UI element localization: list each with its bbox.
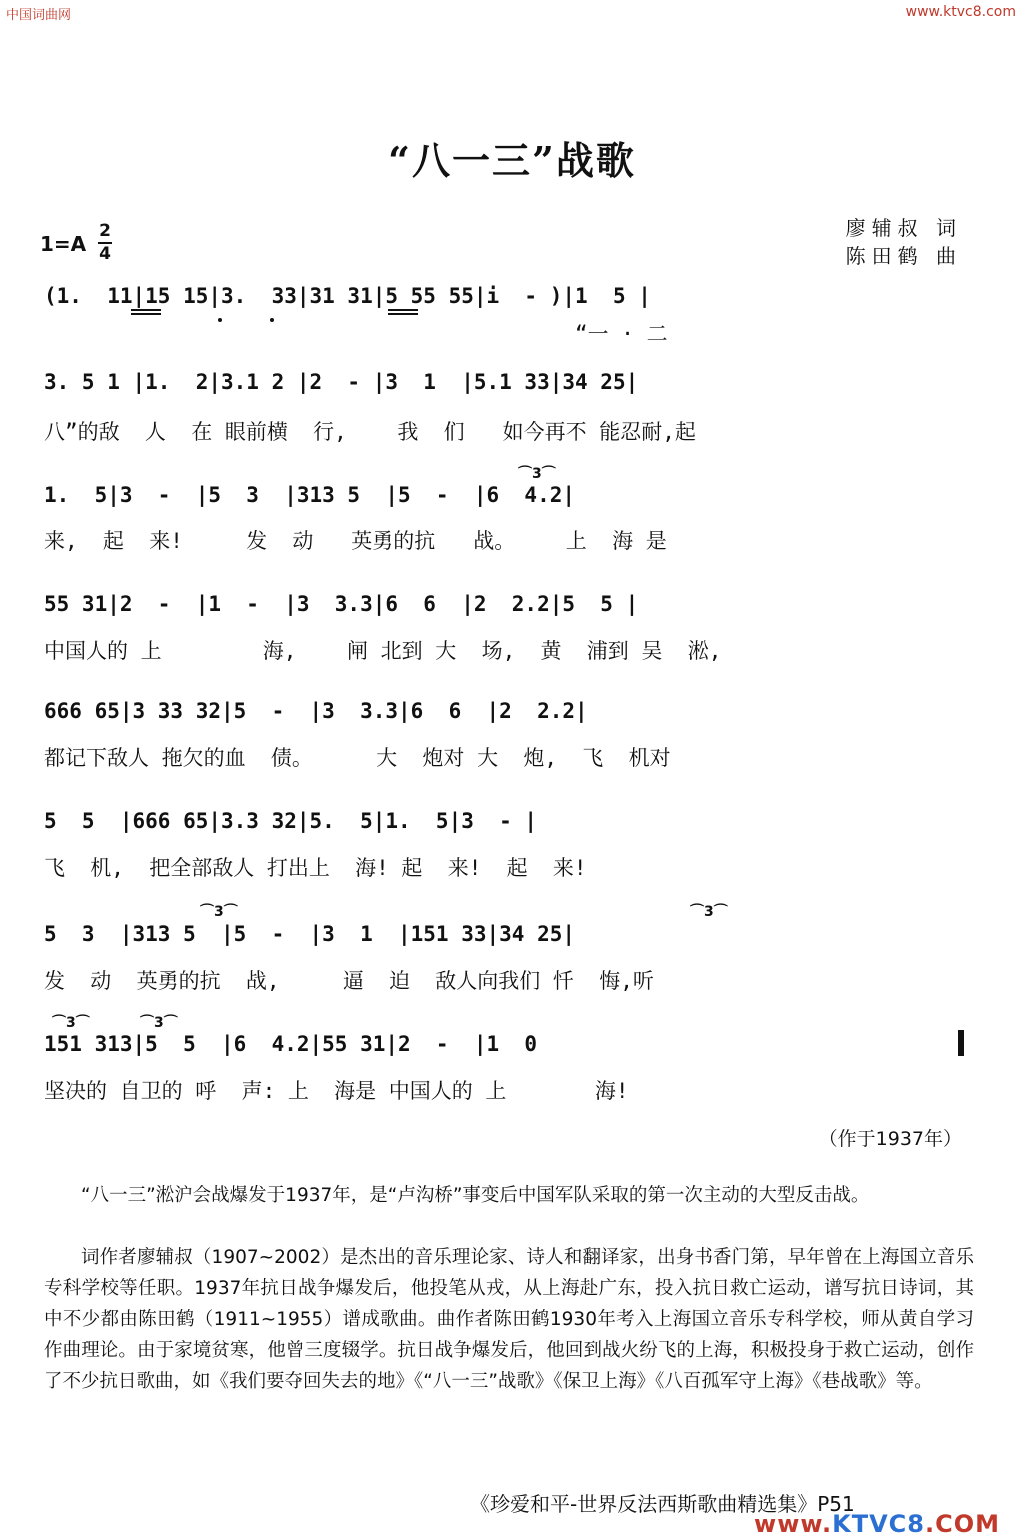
triplet-mark: ⌒3⌒: [200, 904, 238, 920]
score-lyrics-row-3: 来, 起 来! 发 动 英勇的抗 战。 上 海 是: [44, 529, 667, 553]
score-lyrics-row-1: “一 · 二: [44, 322, 668, 346]
watermark-top-left: 中国词曲网: [6, 8, 72, 23]
triplet-mark: ⌒3⌒: [690, 904, 728, 920]
score-notes-row-6: 5 5 |666 65|3.3 32|5. 5|1. 5|3 - |: [44, 809, 538, 833]
triplet-mark: ⌒3⌒: [518, 466, 556, 482]
composer-credit: 陈田鹤 曲: [845, 244, 962, 268]
source-citation: 《珍爱和平-世界反法西斯歌曲精选集》P51: [470, 1492, 855, 1516]
beam-underline: [131, 313, 161, 315]
score-lyrics-row-6: 飞 机, 把全部敌人 打出上 海! 起 来! 起 来!: [44, 856, 587, 880]
octave-dot: [218, 318, 222, 322]
composition-date: （作于1937年）: [818, 1128, 962, 1150]
intro-paragraph: “八一三”淞沪会战爆发于1937年，是“卢沟桥”事变后中国军队采取的第一次主动的大型反击战。: [81, 1185, 870, 1206]
triplet-mark: ⌒3⌒: [140, 1015, 178, 1031]
watermark-bottom-prefix: www.: [754, 1510, 833, 1538]
score-notes-row-8: 151 313|5 5 |6 4.2|55 31|2 - |1 0: [44, 1032, 550, 1056]
beam-underline: [388, 313, 418, 315]
time-signature-top: 2: [99, 221, 111, 241]
score-lyrics-row-5: 都记下敌人 拖欠的血 债。 大 炮对 大 炮, 飞 机对: [44, 746, 671, 770]
score-notes-row-7: 5 3 |313 5 |5 - |3 1 |151 33|34 25|: [44, 922, 576, 946]
score-lyrics-row-2: 八”的敌 人 在 眼前横 行, 我 们 如今再不 能忍耐,起: [44, 420, 696, 444]
final-barline: [958, 1030, 964, 1056]
time-signature-bottom: 4: [99, 244, 111, 264]
key-signature: 1=A: [40, 232, 87, 256]
score-notes-row-2: 3. 5 1 |1. 2|3.1 2 |2 - |3 1 |5.1 33|34 25|: [44, 370, 639, 394]
watermark-bottom-brand: KTVC8: [832, 1510, 925, 1538]
watermark-bottom-suffix: .COM: [924, 1510, 1000, 1538]
time-signature: [98, 222, 112, 264]
watermark-top-right: www.ktvc8.com: [905, 4, 1016, 20]
beam-underline: [388, 309, 418, 311]
score-notes-row-4: 55 31|2 - |1 - |3 3.3|6 6 |2 2.2|5 5 |: [44, 592, 639, 616]
octave-dot: [270, 318, 274, 322]
watermark-bottom: [754, 1510, 1000, 1538]
score-notes-row-1: (1. 11|15 15|3. 33|31 31|5 55 55|i - )|1 5 |: [44, 284, 651, 308]
score-notes-row-3: 1. 5|3 - |5 3 |313 5 |5 - |6 4.2|: [44, 483, 576, 507]
song-title: “八一三”战歌: [388, 138, 636, 183]
score-notes-row-5: 666 65|3 33 32|5 - |3 3.3|6 6 |2 2.2|: [44, 699, 588, 723]
biography-paragraph: 词作者廖辅叔（1907~2002）是杰出的音乐理论家、诗人和翻译家，出身书香门第，早年曾在上海国立音乐专科学校等任职。1937年抗日战争爆发后，他投笔从戎，从上海赴广东，投入抗日救亡运动，谱写抗日诗词，其中不少都由陈田鹤（1911~1955）谱成歌曲。曲作者陈田鹤1930年考入上海国立音乐专科学校，师从黄自学习作曲理论。由于家境贫寒，他曾三度辍学。抗日战争爆发后，他回到战火纷飞的上海，积极投身于救亡运动，创作了不少抗日歌曲，如《我们要夺回失去的地》《“八一三”战歌》《保卫上海》《八百孤军守上海》《巷战歌》等。: [44, 1247, 974, 1392]
triplet-mark: ⌒3⌒: [52, 1015, 90, 1031]
score-lyrics-row-7: 发 动 英勇的抗 战, 逼 迫 敌人向我们 忏 悔,听: [44, 969, 654, 993]
lyricist-credit: 廖辅叔 词: [845, 216, 962, 240]
score-lyrics-row-4: 中国人的 上 海, 闸 北到 大 场, 黄 浦到 吴 淞,: [44, 639, 722, 663]
beam-underline: [131, 309, 161, 311]
score-lyrics-row-8: 坚决的 自卫的 呼 声: 上 海是 中国人的 上 海!: [44, 1079, 629, 1103]
